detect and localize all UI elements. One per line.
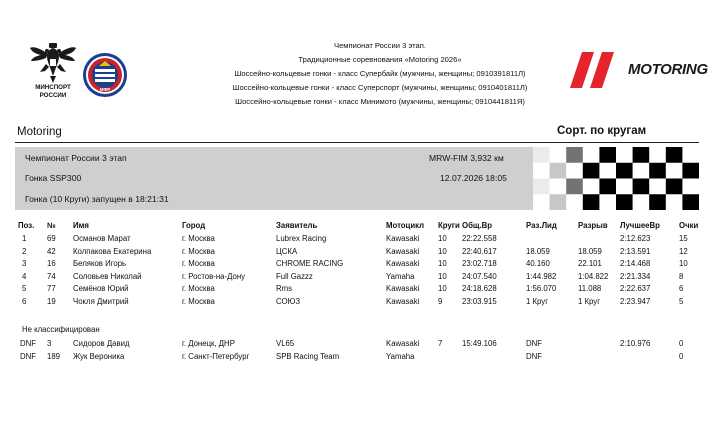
cell-points: 8	[679, 271, 684, 281]
cell-number: 3	[47, 339, 52, 348]
cell-total-time: 24:07.540	[462, 271, 497, 281]
cell-number: 74	[47, 271, 56, 281]
cell-gap-prev: 1 Круг	[578, 297, 601, 306]
cell-city: г. Москва	[182, 246, 215, 256]
cell-name: Османов Марат	[73, 234, 131, 243]
cell-number: 69	[47, 234, 56, 243]
column-header-entrant: Заявитель	[276, 221, 318, 230]
cell-number: 77	[47, 284, 56, 294]
race-start-info: Гонка (10 Круги) запущен в 18:21:31	[25, 194, 169, 204]
cell-city: г. Москва	[182, 234, 215, 243]
cell-name: Колпакова Екатерина	[73, 246, 152, 256]
cell-bike: Kawasaki	[386, 284, 420, 294]
cell-points: 0	[679, 351, 684, 361]
cell-bike: Kawasaki	[386, 259, 420, 269]
cell-name: Чокля Дмитрий	[73, 297, 129, 306]
header-line-2: Традиционные соревнования «Motoring 2026»	[298, 55, 462, 64]
column-header-number: №	[47, 221, 56, 230]
cell-city: г. Донецк, ДНР	[182, 339, 235, 348]
cell-points: 15	[679, 234, 688, 243]
race-info-band	[15, 147, 533, 210]
cell-position: 1	[22, 234, 27, 243]
cell-points: 10	[679, 259, 688, 269]
race-date: 12.07.2026 18:05	[440, 173, 507, 183]
column-header-city: Город	[182, 221, 206, 230]
cell-laps: 9	[438, 297, 443, 306]
cell-number: 19	[47, 297, 56, 306]
cell-best-lap: 2:13.591	[620, 246, 651, 256]
cell-entrant: СОЮЗ	[276, 297, 301, 306]
cell-gap-leader: 18.059	[526, 246, 550, 256]
cell-laps: 7	[438, 339, 443, 348]
cell-entrant: Rms	[276, 284, 293, 294]
cell-total-time: 15:49.106	[462, 339, 497, 348]
header-line-5: Шоссейно-кольцевые гонки - класс Минимото (мужчины, женщины; 0910441811Я)	[235, 97, 525, 106]
cell-city: г. Санкт-Петербург	[182, 351, 250, 361]
cell-entrant: CHROME RACING	[276, 259, 344, 269]
cell-gap-prev: 18.059	[578, 246, 602, 256]
cell-laps: 10	[438, 259, 447, 269]
cell-entrant: VL65	[276, 339, 295, 348]
column-header-points: Очки	[679, 221, 699, 230]
header-line-4: Шоссейно-кольцевые гонки - класс Суперспорт (мужчины, женщины; 0910401811Л)	[232, 83, 528, 92]
mfr-label: МФР	[99, 87, 111, 92]
cell-total-time: 23:02.718	[462, 259, 497, 269]
cell-best-lap: 2:10.976	[620, 339, 651, 348]
cell-entrant: ЦСКА	[276, 246, 298, 256]
cell-name: Сидоров Давид	[73, 339, 130, 348]
cell-gap-leader: 40.160	[526, 259, 550, 269]
cell-number: 42	[47, 246, 56, 256]
cell-name: Семёнов Юрий	[73, 284, 129, 294]
cell-name: Соловьев Николай	[73, 271, 142, 281]
cell-total-time: 22:40.617	[462, 246, 497, 256]
cell-bike: Yamaha	[386, 351, 415, 361]
cell-gap-leader: DNF	[526, 351, 543, 361]
cell-city: г. Москва	[182, 259, 215, 269]
cell-best-lap: 2:12.623	[620, 234, 651, 243]
cell-position: 2	[22, 246, 27, 256]
cell-number: 16	[47, 259, 56, 269]
cell-best-lap: 2:23.947	[620, 297, 651, 306]
cell-total-time: 23:03.915	[462, 297, 497, 306]
cell-entrant: Full Gazzz	[276, 271, 313, 281]
cell-points: 12	[679, 246, 688, 256]
organizer-title: Motoring	[17, 126, 62, 138]
cell-number: 189	[47, 351, 61, 361]
cell-position: 5	[22, 284, 27, 294]
cell-entrant: Lubrex Racing	[276, 234, 327, 243]
cell-position: 3	[22, 259, 27, 269]
checkered-flag-icon	[533, 147, 699, 210]
cell-laps: 10	[438, 271, 447, 281]
cell-bike: Kawasaki	[386, 234, 420, 243]
cell-position: 4	[22, 271, 27, 281]
cell-gap-leader: DNF	[526, 339, 543, 348]
not-classified-title: Не классифицирован	[22, 325, 100, 334]
cell-city: г. Москва	[182, 297, 215, 306]
cell-gap-leader: 1 Круг	[526, 297, 549, 306]
minsport-label: МИНСПОРТ РОССИИ	[35, 84, 71, 99]
motoring-brand-text: MOTORING	[628, 61, 708, 78]
cell-city: г. Ростов-на-Дону	[182, 271, 246, 281]
column-header-bike: Мотоцикл	[386, 221, 425, 230]
column-header-gap-prev: Разрыв	[578, 221, 608, 230]
column-header-name: Имя	[73, 221, 89, 230]
cell-best-lap: 2:21.334	[620, 271, 651, 281]
mfr-logo	[82, 52, 128, 98]
cell-bike: Kawasaki	[386, 339, 420, 348]
motoring-logo	[570, 52, 626, 88]
cell-bike: Kawasaki	[386, 246, 420, 256]
cell-entrant: SPB Racing Team	[276, 351, 340, 361]
cell-gap-prev: 1:04.822	[578, 271, 609, 281]
motoring-slash-icon	[570, 52, 626, 88]
column-header-position: Поз.	[18, 221, 35, 230]
double-eagle-icon	[28, 42, 78, 84]
cell-best-lap: 2:22.637	[620, 284, 651, 294]
cell-name: Беляков Игорь	[73, 259, 127, 269]
column-header-gap-leader: Раз.Лид	[526, 221, 557, 230]
cell-points: 0	[679, 339, 684, 348]
cell-gap-leader: 1:44.982	[526, 271, 557, 281]
header-line-1: Чемпионат России 3 этап.	[334, 41, 426, 50]
cell-position: 6	[22, 297, 27, 306]
cell-best-lap: 2:14.468	[620, 259, 651, 269]
cell-gap-leader: 1:56.070	[526, 284, 557, 294]
cell-laps: 10	[438, 284, 447, 294]
race-name: Гонка SSP300	[25, 173, 82, 183]
minsport-logo	[28, 42, 78, 84]
cell-position: DNF	[20, 339, 37, 348]
cell-points: 5	[679, 297, 684, 306]
column-header-laps: Круги	[438, 221, 460, 230]
cell-gap-prev: 22.101	[578, 259, 602, 269]
cell-position: DNF	[20, 351, 37, 361]
cell-bike: Yamaha	[386, 271, 415, 281]
cell-city: г. Москва	[182, 284, 215, 294]
cell-total-time: 24:18.628	[462, 284, 497, 294]
cell-gap-prev: 11.088	[578, 284, 602, 294]
cell-laps: 10	[438, 246, 447, 256]
circuit-name: MRW-FIM 3,932 км	[429, 153, 504, 163]
cell-name: Жук Вероника	[73, 351, 125, 361]
column-header-best-lap: ЛучшееВр	[620, 221, 660, 230]
cell-laps: 10	[438, 234, 447, 243]
header-line-3: Шоссейно-кольцевые гонки - класс Супербайк (мужчины, женщины; 0910391811Л)	[234, 69, 526, 78]
cell-total-time: 22:22.558	[462, 234, 497, 243]
column-header-total-time: Общ.Вр	[462, 221, 493, 230]
cell-bike: Kawasaki	[386, 297, 420, 306]
title-divider	[15, 142, 699, 143]
cell-points: 6	[679, 284, 684, 294]
event-name: Чемпионат России 3 этап	[25, 153, 127, 163]
sort-title: Сорт. по кругам	[557, 125, 647, 137]
